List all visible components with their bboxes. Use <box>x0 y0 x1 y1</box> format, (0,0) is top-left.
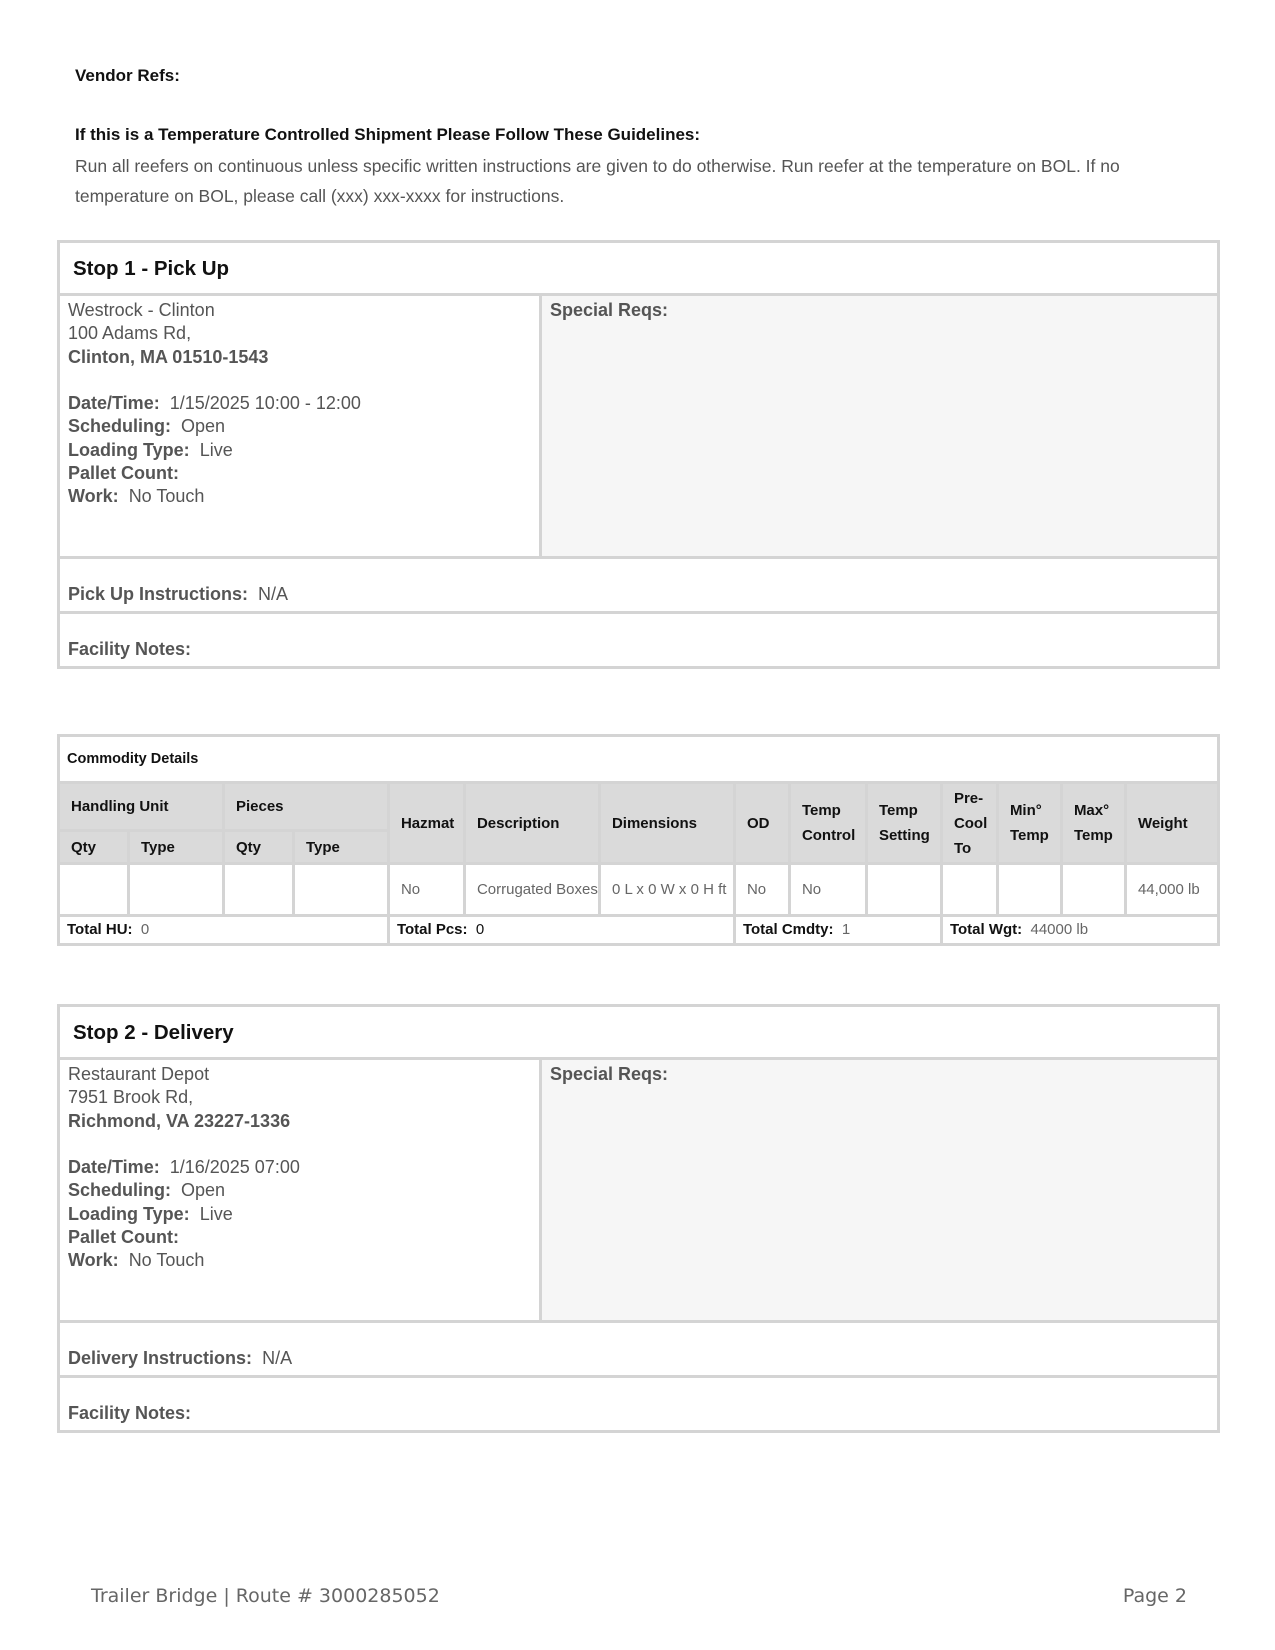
cell-description: Corrugated Boxes <box>464 864 599 916</box>
stop-1-instructions: Pick Up Instructions: N/A <box>60 559 1217 614</box>
col-hu-type: Type <box>129 831 224 864</box>
stop-1-datetime: Date/Time: 1/15/2025 10:00 - 12:00 <box>68 393 361 414</box>
cell-max-temp <box>1061 864 1125 916</box>
stop-1-address-block <box>60 296 542 556</box>
cell-pre-cool <box>941 864 997 916</box>
col-weight: Weight <box>1125 783 1217 864</box>
footer-route: Trailer Bridge | Route # 3000285052 <box>91 1585 440 1607</box>
stop-1-facility-notes: Facility Notes: <box>68 639 192 659</box>
stop-2-special-reqs: Special Reqs: <box>542 1060 1217 1320</box>
col-temp-setting: Temp Setting <box>866 783 941 864</box>
stop-1-work: Work: No Touch <box>68 486 205 507</box>
stop-1-name: Westrock - Clinton <box>68 300 215 320</box>
stop-2-datetime: Date/Time: 1/16/2025 07:00 <box>68 1157 300 1178</box>
stop-2-loading-type: Loading Type: Live <box>68 1203 233 1224</box>
table-row <box>60 864 1217 916</box>
stop-2-street: 7951 Brook Rd, <box>68 1087 194 1108</box>
stop-1-scheduling: Scheduling: Open <box>68 416 226 437</box>
col-od: OD <box>734 783 789 864</box>
cell-temp-control: No <box>789 864 866 916</box>
stop-2-scheduling: Scheduling: Open <box>68 1180 226 1201</box>
cell-pc-qty <box>223 864 293 916</box>
cell-pc-type <box>293 864 388 916</box>
stop-2-facility-notes: Facility Notes: <box>68 1403 192 1423</box>
col-dimensions: Dimensions <box>599 783 734 864</box>
stop-2-title: Stop 2 - Delivery <box>60 1007 1217 1060</box>
commodity-title: Commodity Details <box>60 737 1217 783</box>
stop-2-name: Restaurant Depot <box>68 1064 210 1084</box>
stop-1-pallet-count: Pallet Count: <box>68 463 179 484</box>
cell-weight: 44,000 lb <box>1125 864 1217 916</box>
col-hazmat: Hazmat <box>388 783 464 864</box>
stop-2-work: Work: No Touch <box>68 1250 205 1271</box>
commodity-details-table <box>57 734 1220 946</box>
total-cmdty: Total Cmdty: 1 <box>734 916 941 944</box>
cell-temp-setting <box>866 864 941 916</box>
col-pre-cool: Pre-Cool To <box>941 783 997 864</box>
total-pcs: Total Pcs: 0 <box>388 916 734 944</box>
col-max-temp: Max° Temp <box>1061 783 1125 864</box>
cell-od: No <box>734 864 789 916</box>
stop-1-title: Stop 1 - Pick Up <box>60 243 1217 296</box>
cell-hu-qty <box>60 864 129 916</box>
col-hu-qty: Qty <box>60 831 129 864</box>
cell-hu-type <box>129 864 224 916</box>
col-temp-control: Temp Control <box>789 783 866 864</box>
col-pieces: Pieces <box>223 783 388 831</box>
footer-page-number: Page 2 <box>1122 1585 1187 1607</box>
stop-1-loading-type: Loading Type: Live <box>68 439 233 460</box>
temp-guidelines-text: Run all reefers on continuous unless specific written instructions are given to do otherwise. Run reefer at the temperature on BOL. If no temperature on BOL, please call (xxx) xxx-xxxx for instructions. <box>75 156 1120 206</box>
stop-1-street: 100 Adams Rd, <box>68 323 192 344</box>
vendor-refs-label: Vendor Refs: <box>75 66 180 85</box>
col-description: Description <box>464 783 599 864</box>
cell-min-temp <box>997 864 1061 916</box>
total-wgt: Total Wgt: 44000 lb <box>941 916 1217 944</box>
col-min-temp: Min° Temp <box>997 783 1061 864</box>
stop-1-city: Clinton, MA 01510-1543 <box>68 346 269 367</box>
stop-2-address-block <box>60 1060 542 1320</box>
stop-2-panel <box>57 1004 1220 1433</box>
col-pc-type: Type <box>293 831 388 864</box>
col-handling-unit: Handling Unit <box>60 783 223 831</box>
totals-row <box>60 916 1217 944</box>
stop-1-panel <box>57 240 1220 669</box>
cell-dimensions: 0 L x 0 W x 0 H ft <box>599 864 734 916</box>
col-pc-qty: Qty <box>223 831 293 864</box>
total-hu: Total HU: 0 <box>60 916 388 944</box>
stop-2-instructions: Delivery Instructions: N/A <box>60 1323 1217 1378</box>
stop-1-special-reqs: Special Reqs: <box>542 296 1217 556</box>
temp-guidelines-heading: If this is a Temperature Controlled Shipment Please Follow These Guidelines: <box>75 125 701 144</box>
cell-hazmat: No <box>388 864 464 916</box>
stop-2-pallet-count: Pallet Count: <box>68 1227 179 1248</box>
stop-2-city: Richmond, VA 23227-1336 <box>68 1110 291 1131</box>
